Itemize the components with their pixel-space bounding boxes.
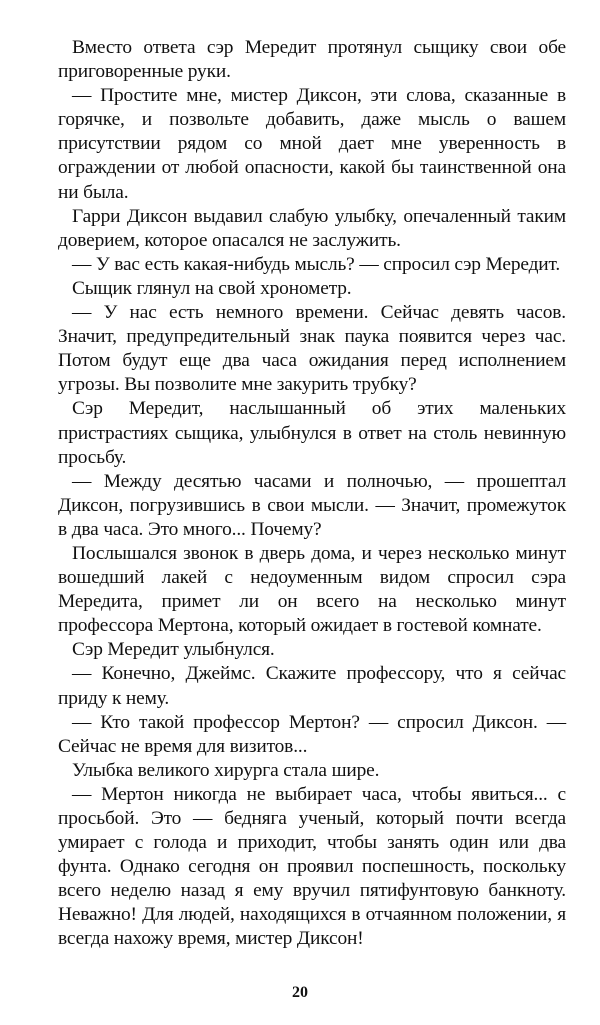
paragraph: Сэр Мередит улыбнулся. xyxy=(72,639,275,661)
paragraph: Сэр Мередит, наслышанный об этих маленьких пристрастиях сыщика, улыбнулся в ответ на столь невинную просьбу. xyxy=(58,398,566,468)
page-number: 20 xyxy=(292,984,308,1001)
paragraph: Гарри Диксон выдавил слабую улыбку, опечаленный таким доверием, которое опасался не заслужить. xyxy=(58,205,566,251)
paragraph: — Мертон никогда не выбирает часа, чтобы явиться... с просьбой. Это — бедняга ученый, который почти всегда умирает с голода и приходит, чтобы занять один или два фунта. Однако сегодня он проявил поспешность, поскольку всего неделю назад я ему вручил пятифунтовую банкноту. Неважно! Для людей, находящихся в отчаянном положении, я всегда нахожу время, мистер Диксон! xyxy=(58,783,566,950)
paragraph: Улыбка великого хирурга стала шире. xyxy=(72,759,380,781)
body-text xyxy=(58,36,566,952)
paragraph: — Между десятью часами и полночью, — прошептал Диксон, погрузившись в свои мысли. — Значит, промежуток в два часа. Это много... Почему? xyxy=(58,470,566,540)
paragraph: — У вас есть какая-нибудь мысль? — спросил сэр Мередит. xyxy=(72,253,561,275)
paragraph: Сыщик глянул на свой хронометр. xyxy=(72,277,352,299)
paragraph: Послышался звонок в дверь дома, и через несколько минут вошедший лакей с недоуменным видом спросил сэра Мередита, примет ли он всего на несколько минут профессора Мертона, который ожидает в гостевой комнате. xyxy=(58,542,566,637)
paragraph: Вместо ответа сэр Мередит протянул сыщику свои обе приговоренные руки. xyxy=(58,37,566,83)
paragraph: — Кто такой профессор Мертон? — спросил Диксон. — Сейчас не время для визитов... xyxy=(58,711,566,757)
paragraph: — У нас есть немного времени. Сейчас девять часов. Значит, предупредительный знак паука появится через час. Потом будут еще два часа ожидания перед исполнением угрозы. Вы позволите мне закурить трубку? xyxy=(58,302,566,396)
paragraph: — Конечно, Джеймс. Скажите профессору, что я сейчас приду к нему. xyxy=(58,663,566,709)
paragraph: — Простите мне, мистер Диксон, эти слова, сказанные в горячке, и позвольте добавить, даже мысль о вашем присутствии рядом со мной дает мне уверенность в ограждении от любой опасности, какой бы таинственной она ни была. xyxy=(58,85,566,203)
